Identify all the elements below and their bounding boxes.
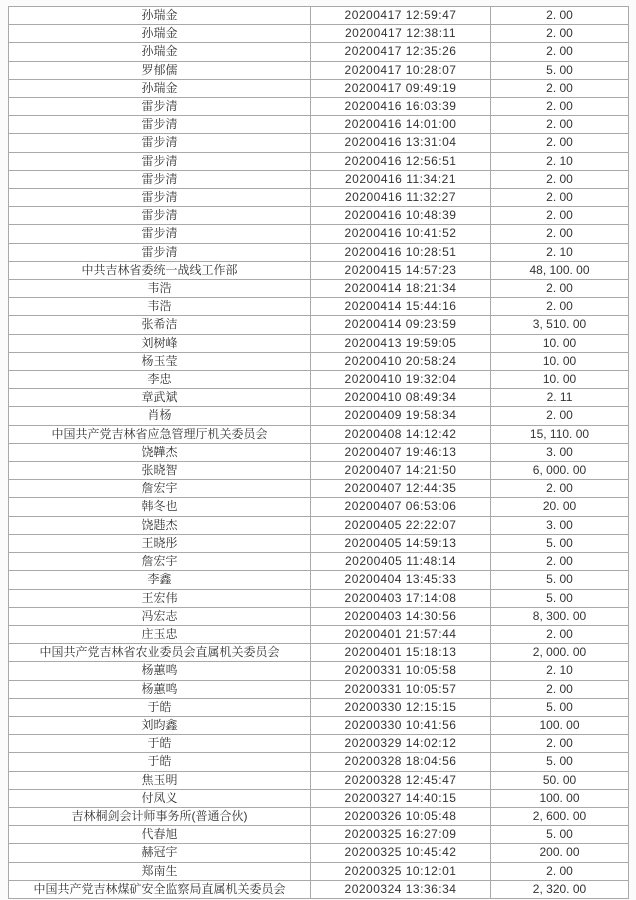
table-row: [9, 207, 629, 225]
table-row: [9, 807, 629, 825]
amount-cell: 2. 00: [491, 280, 629, 298]
table-row: [9, 534, 629, 552]
name-cell: 付凤义: [9, 789, 311, 807]
datetime-cell: 20200416 11:34:21: [311, 170, 491, 188]
table-row: [9, 589, 629, 607]
datetime-cell: 20200414 15:44:16: [311, 298, 491, 316]
table-row: [9, 644, 629, 662]
table-row: [9, 625, 629, 643]
amount-cell: 5. 00: [491, 571, 629, 589]
datetime-cell: 20200414 18:21:34: [311, 280, 491, 298]
table-row: [9, 771, 629, 789]
table-row: [9, 425, 629, 443]
name-cell: 孙瑞金: [9, 25, 311, 43]
name-cell: 杨蕙鸣: [9, 662, 311, 680]
table-row: [9, 880, 629, 898]
datetime-cell: 20200417 12:59:47: [311, 7, 491, 25]
amount-cell: 5. 00: [491, 61, 629, 79]
table-row: [9, 571, 629, 589]
datetime-cell: 20200417 12:38:11: [311, 25, 491, 43]
name-cell: 吉林桐剑会计师事务所(普通合伙): [9, 807, 311, 825]
datetime-cell: 20200325 16:27:09: [311, 826, 491, 844]
name-cell: 饶韡杰: [9, 443, 311, 461]
table-row: [9, 243, 629, 261]
datetime-cell: 20200407 12:44:35: [311, 480, 491, 498]
amount-cell: 5. 00: [491, 534, 629, 552]
datetime-cell: 20200405 22:22:07: [311, 516, 491, 534]
table-row: [9, 61, 629, 79]
name-cell: 王宏伟: [9, 589, 311, 607]
datetime-cell: 20200416 10:41:52: [311, 225, 491, 243]
datetime-cell: 20200417 12:35:26: [311, 43, 491, 61]
name-cell: 刘树峰: [9, 334, 311, 352]
name-cell: 雷步清: [9, 98, 311, 116]
name-cell: 张希洁: [9, 316, 311, 334]
amount-cell: 2. 00: [491, 553, 629, 571]
datetime-cell: 20200401 21:57:44: [311, 625, 491, 643]
name-cell: 王晓彤: [9, 534, 311, 552]
amount-cell: 10. 00: [491, 352, 629, 370]
amount-cell: 2. 00: [491, 79, 629, 97]
name-cell: 张晓智: [9, 462, 311, 480]
datetime-cell: 20200416 11:32:27: [311, 189, 491, 207]
amount-cell: 15, 110. 00: [491, 425, 629, 443]
table-row: [9, 389, 629, 407]
datetime-cell: 20200403 14:30:56: [311, 607, 491, 625]
datetime-cell: 20200416 13:31:04: [311, 134, 491, 152]
name-cell: 孙瑞金: [9, 7, 311, 25]
table-row: [9, 607, 629, 625]
name-cell: 韦浩: [9, 298, 311, 316]
name-cell: 孙瑞金: [9, 43, 311, 61]
name-cell: 庄玉忠: [9, 625, 311, 643]
table-row: [9, 462, 629, 480]
amount-cell: 10. 00: [491, 334, 629, 352]
name-cell: 雷步清: [9, 170, 311, 188]
amount-cell: 100. 00: [491, 716, 629, 734]
amount-cell: 2. 00: [491, 170, 629, 188]
datetime-cell: 20200410 08:49:34: [311, 389, 491, 407]
amount-cell: 2. 00: [491, 862, 629, 880]
table-row: [9, 280, 629, 298]
amount-cell: 2. 00: [491, 680, 629, 698]
amount-cell: 20. 00: [491, 498, 629, 516]
name-cell: 焦玉明: [9, 771, 311, 789]
name-cell: 于皓: [9, 753, 311, 771]
table-row: [9, 516, 629, 534]
datetime-cell: 20200331 10:05:57: [311, 680, 491, 698]
donation-records-table: [8, 6, 629, 899]
datetime-cell: 20200330 10:41:56: [311, 716, 491, 734]
name-cell: 雷步清: [9, 207, 311, 225]
table-row: [9, 553, 629, 571]
name-cell: 詹宏宇: [9, 553, 311, 571]
amount-cell: 5. 00: [491, 698, 629, 716]
name-cell: 刘昀鑫: [9, 716, 311, 734]
name-cell: 章武斌: [9, 389, 311, 407]
datetime-cell: 20200417 09:49:19: [311, 79, 491, 97]
amount-cell: 5. 00: [491, 753, 629, 771]
table-row: [9, 371, 629, 389]
amount-cell: 2. 00: [491, 7, 629, 25]
amount-cell: 2. 00: [491, 480, 629, 498]
name-cell: 雷步清: [9, 116, 311, 134]
amount-cell: 200. 00: [491, 844, 629, 862]
name-cell: 中国共产党吉林省应急管理厅机关委员会: [9, 425, 311, 443]
amount-cell: 2. 00: [491, 189, 629, 207]
amount-cell: 5. 00: [491, 589, 629, 607]
datetime-cell: 20200405 11:48:14: [311, 553, 491, 571]
amount-cell: 2. 11: [491, 389, 629, 407]
table-row: [9, 43, 629, 61]
name-cell: 孙瑞金: [9, 79, 311, 97]
name-cell: 罗郁儒: [9, 61, 311, 79]
name-cell: 雷步清: [9, 243, 311, 261]
datetime-cell: 20200416 12:56:51: [311, 152, 491, 170]
table-row: [9, 152, 629, 170]
table-row: [9, 352, 629, 370]
table-row: [9, 480, 629, 498]
amount-cell: 3. 00: [491, 516, 629, 534]
amount-cell: 8, 300. 00: [491, 607, 629, 625]
amount-cell: 5. 00: [491, 826, 629, 844]
name-cell: 冯宏志: [9, 607, 311, 625]
datetime-cell: 20200416 10:48:39: [311, 207, 491, 225]
table-row: [9, 844, 629, 862]
amount-cell: 2. 10: [491, 243, 629, 261]
datetime-cell: 20200328 18:04:56: [311, 753, 491, 771]
datetime-cell: 20200329 14:02:12: [311, 735, 491, 753]
name-cell: 詹宏宇: [9, 480, 311, 498]
table-row: [9, 698, 629, 716]
amount-cell: 2, 600. 00: [491, 807, 629, 825]
table-row: [9, 7, 629, 25]
table-row: [9, 862, 629, 880]
datetime-cell: 20200403 17:14:08: [311, 589, 491, 607]
name-cell: 中国共产党吉林省农业委员会直属机关委员会: [9, 644, 311, 662]
amount-cell: 2. 00: [491, 134, 629, 152]
amount-cell: 2. 00: [491, 207, 629, 225]
table-body: [9, 7, 629, 899]
datetime-cell: 20200404 13:45:33: [311, 571, 491, 589]
datetime-cell: 20200407 14:21:50: [311, 462, 491, 480]
amount-cell: 2. 00: [491, 25, 629, 43]
name-cell: 杨蕙鸣: [9, 680, 311, 698]
datetime-cell: 20200330 12:15:15: [311, 698, 491, 716]
name-cell: 于皓: [9, 698, 311, 716]
table-row: [9, 753, 629, 771]
table-row: [9, 316, 629, 334]
table-row: [9, 170, 629, 188]
table-row: [9, 443, 629, 461]
amount-cell: 2. 00: [491, 225, 629, 243]
name-cell: 赫冠宇: [9, 844, 311, 862]
datetime-cell: 20200410 20:58:24: [311, 352, 491, 370]
amount-cell: 100. 00: [491, 789, 629, 807]
name-cell: 中国共产党吉林煤矿安全监察局直属机关委员会: [9, 880, 311, 898]
table-row: [9, 189, 629, 207]
name-cell: 李鑫: [9, 571, 311, 589]
table-row: [9, 79, 629, 97]
name-cell: 肖杨: [9, 407, 311, 425]
datetime-cell: 20200407 19:46:13: [311, 443, 491, 461]
table-row: [9, 826, 629, 844]
name-cell: 雷步清: [9, 189, 311, 207]
name-cell: 杨玉莹: [9, 352, 311, 370]
name-cell: 郑南生: [9, 862, 311, 880]
name-cell: 雷步清: [9, 225, 311, 243]
datetime-cell: 20200326 10:05:48: [311, 807, 491, 825]
table-row: [9, 716, 629, 734]
name-cell: 于皓: [9, 735, 311, 753]
amount-cell: 2. 00: [491, 98, 629, 116]
table-row: [9, 334, 629, 352]
datetime-cell: 20200407 06:53:06: [311, 498, 491, 516]
amount-cell: 2. 00: [491, 116, 629, 134]
amount-cell: 50. 00: [491, 771, 629, 789]
table-row: [9, 789, 629, 807]
amount-cell: 2, 320. 00: [491, 880, 629, 898]
table-row: [9, 680, 629, 698]
amount-cell: 2. 00: [491, 625, 629, 643]
name-cell: 韩冬也: [9, 498, 311, 516]
name-cell: 雷步清: [9, 134, 311, 152]
datetime-cell: 20200331 10:05:58: [311, 662, 491, 680]
name-cell: 饶韪杰: [9, 516, 311, 534]
amount-cell: 3. 00: [491, 443, 629, 461]
table-row: [9, 407, 629, 425]
datetime-cell: 20200325 10:12:01: [311, 862, 491, 880]
name-cell: 中共吉林省委统一战线工作部: [9, 261, 311, 279]
amount-cell: 48, 100. 00: [491, 261, 629, 279]
name-cell: 代春旭: [9, 826, 311, 844]
amount-cell: 2. 00: [491, 407, 629, 425]
amount-cell: 2. 00: [491, 735, 629, 753]
datetime-cell: 20200413 19:59:05: [311, 334, 491, 352]
table-row: [9, 116, 629, 134]
datetime-cell: 20200405 14:59:13: [311, 534, 491, 552]
datetime-cell: 20200417 10:28:07: [311, 61, 491, 79]
amount-cell: 2, 000. 00: [491, 644, 629, 662]
table-row: [9, 134, 629, 152]
name-cell: 雷步清: [9, 152, 311, 170]
name-cell: 韦浩: [9, 280, 311, 298]
datetime-cell: 20200416 10:28:51: [311, 243, 491, 261]
table-row: [9, 25, 629, 43]
datetime-cell: 20200409 19:58:34: [311, 407, 491, 425]
table-row: [9, 225, 629, 243]
table-row: [9, 261, 629, 279]
datetime-cell: 20200415 14:57:23: [311, 261, 491, 279]
datetime-cell: 20200410 19:32:04: [311, 371, 491, 389]
name-cell: 李忠: [9, 371, 311, 389]
table-row: [9, 298, 629, 316]
datetime-cell: 20200416 14:01:00: [311, 116, 491, 134]
amount-cell: 2. 00: [491, 43, 629, 61]
datetime-cell: 20200327 14:40:15: [311, 789, 491, 807]
amount-cell: 10. 00: [491, 371, 629, 389]
table-row: [9, 662, 629, 680]
datetime-cell: 20200414 09:23:59: [311, 316, 491, 334]
datetime-cell: 20200416 16:03:39: [311, 98, 491, 116]
table-row: [9, 98, 629, 116]
table-row: [9, 498, 629, 516]
datetime-cell: 20200325 10:45:42: [311, 844, 491, 862]
amount-cell: 3, 510. 00: [491, 316, 629, 334]
amount-cell: 2. 10: [491, 152, 629, 170]
datetime-cell: 20200401 15:18:13: [311, 644, 491, 662]
amount-cell: 2. 00: [491, 298, 629, 316]
datetime-cell: 20200324 13:36:34: [311, 880, 491, 898]
amount-cell: 2. 10: [491, 662, 629, 680]
datetime-cell: 20200408 14:12:42: [311, 425, 491, 443]
table-row: [9, 735, 629, 753]
amount-cell: 6, 000. 00: [491, 462, 629, 480]
datetime-cell: 20200328 12:45:47: [311, 771, 491, 789]
